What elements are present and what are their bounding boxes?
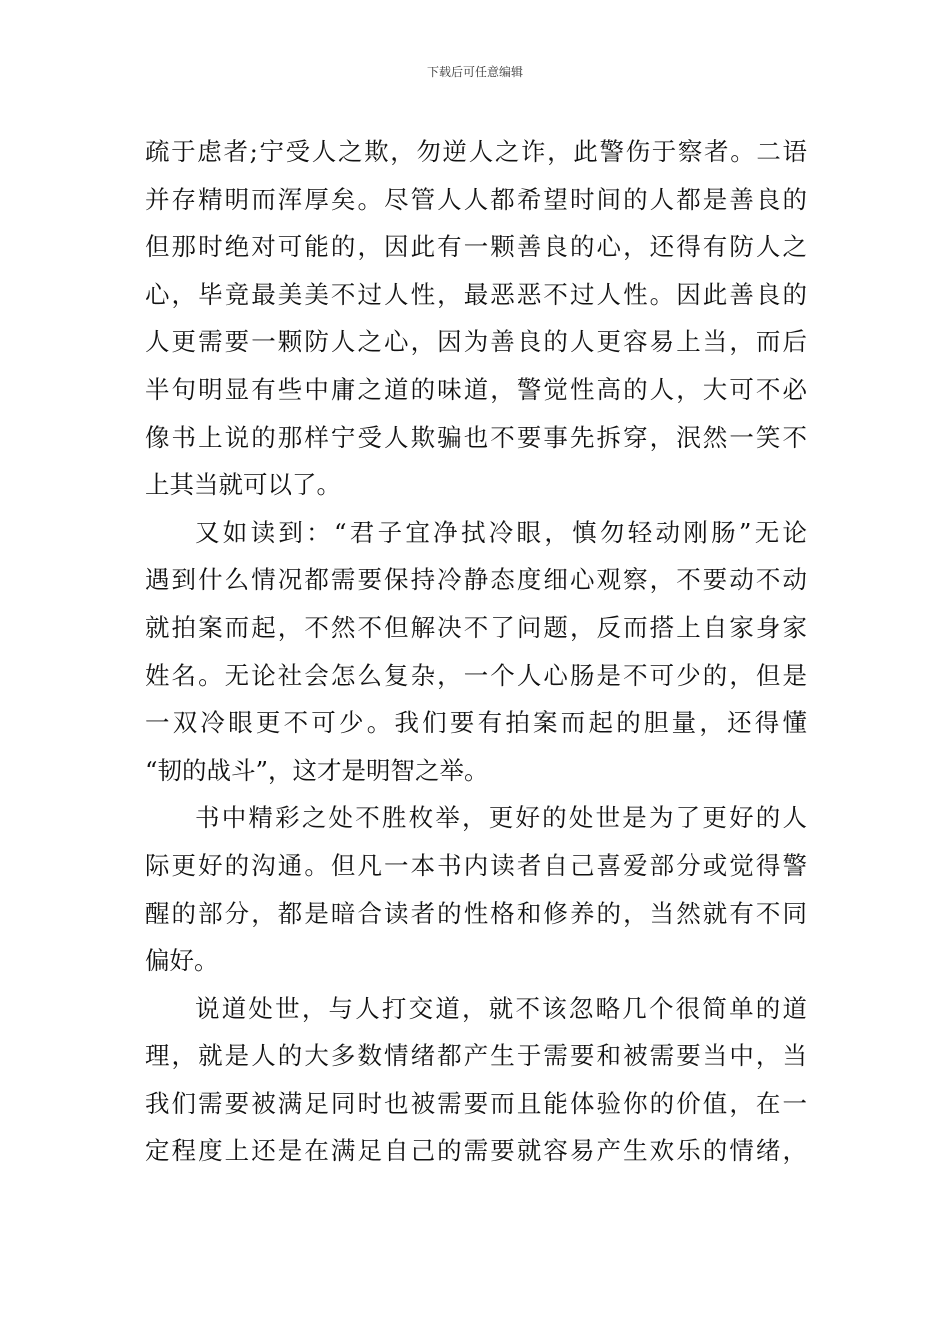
text-line: 一双冷眼更不可少。我们要有拍案而起的胆量，还得懂 (145, 708, 807, 738)
text-line: 理，就是人的大多数情绪都产生于需要和被需要当中，当 (145, 1041, 807, 1071)
text-line: 像书上说的那样宁受人欺骗也不要事先拆穿，泯然一笑不 (145, 422, 807, 452)
text-line: 人更需要一颗防人之心，因为善良的人更容易上当，而后 (145, 327, 807, 357)
text-line: 但那时绝对可能的，因此有一颗善良的心，还得有防人之 (145, 232, 807, 262)
text-line: 际更好的沟通。但凡一本书内读者自己喜爱部分或觉得警 (145, 850, 807, 880)
text-line: 就拍案而起，不然不但解决不了问题，反而搭上自家身家 (145, 612, 807, 642)
page-header: 下载后可任意编辑 (426, 65, 523, 79)
text-line: 书中精彩之处不胜枚举，更好的处世是为了更好的人 (195, 803, 807, 833)
text-line: 心，毕竟最美美不过人性，最恶恶不过人性。因此善良的 (145, 279, 807, 309)
text-line: 并存精明而浑厚矣。尽管人人都希望时间的人都是善良的 (145, 184, 807, 214)
text-line: 上其当就可以了。 (145, 470, 341, 500)
text-line: 又如读到：“君子宜净拭冷眼，慎勿轻动刚肠”无论 (195, 517, 807, 547)
text-line: 疏于虑者;宁受人之欺，勿逆人之诈，此警伤于察者。二语 (145, 137, 807, 166)
text-line: 定程度上还是在满足自己的需要就容易产生欢乐的情绪， (145, 1136, 807, 1166)
text-line: 半句明显有些中庸之道的味道，警觉性高的人，大可不必 (145, 374, 807, 404)
text-line: 偏好。 (145, 946, 219, 976)
text-line: 醒的部分，都是暗合读者的性格和修养的，当然就有不同 (145, 898, 807, 928)
text-line: 说道处世，与人打交道，就不该忽略几个很简单的道 (195, 993, 807, 1023)
text-line: “韧的战斗”，这才是明智之举。 (145, 755, 489, 785)
body-text (145, 128, 807, 1175)
text-line: 遇到什么情况都需要保持冷静态度细心观察，不要动不动 (145, 565, 807, 595)
text-line: 我们需要被满足同时也被需要而且能体验你的价值，在一 (145, 1088, 807, 1118)
text-line: 姓名。无论社会怎么复杂，一个人心肠是不可少的，但是 (145, 660, 807, 690)
